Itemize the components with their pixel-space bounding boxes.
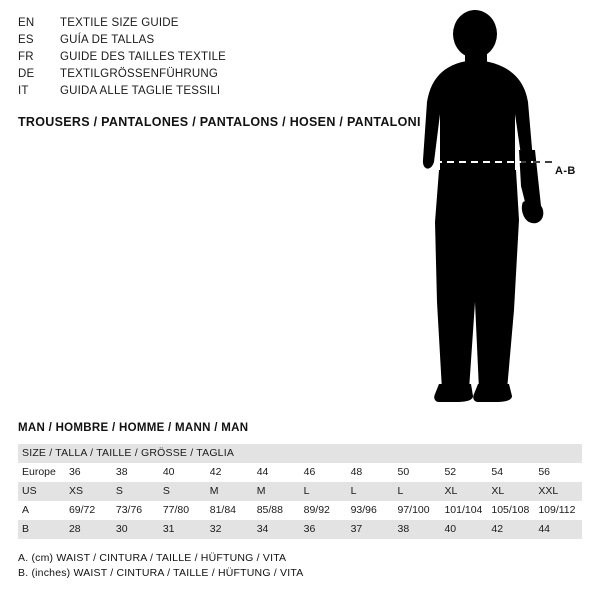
table-cell: 38 — [397, 523, 410, 535]
language-label: GUIDE DES TAILLES TEXTILE — [60, 51, 227, 63]
table-cell: 42 — [209, 466, 222, 478]
table-row — [18, 463, 582, 482]
table-cell: 85/88 — [256, 504, 283, 516]
table-cell: 69/72 — [68, 504, 96, 516]
language-row — [18, 67, 226, 84]
table-cell: 101/104 — [444, 504, 483, 516]
table-cell: 34 — [256, 523, 269, 535]
table-cell: 97/100 — [397, 504, 430, 516]
table-row — [18, 444, 582, 463]
table-cell: 81/84 — [209, 504, 237, 516]
table-row-label: US — [22, 485, 37, 497]
table-cell: 89/92 — [303, 504, 330, 516]
table-cell: 105/108 — [491, 504, 530, 516]
language-code: IT — [18, 85, 29, 97]
table-cell: 48 — [350, 466, 363, 478]
table-cell: 38 — [115, 466, 128, 478]
table-row-label: A — [22, 504, 30, 516]
table-cell: 46 — [303, 466, 316, 478]
table-cell: 77/80 — [162, 504, 190, 516]
language-code: ES — [18, 34, 34, 46]
language-list — [18, 16, 226, 101]
footnotes — [18, 551, 582, 581]
size-table — [18, 444, 582, 539]
table-cell: 32 — [209, 523, 222, 535]
table-cell: L — [350, 485, 357, 497]
language-label: TEXTILE SIZE GUIDE — [60, 17, 179, 29]
figure-illustration — [395, 10, 595, 410]
table-cell: XL — [491, 485, 505, 497]
table-cell: XS — [68, 485, 83, 497]
table-cell: 30 — [115, 523, 128, 535]
language-code: FR — [18, 51, 34, 63]
chart-section-title: MAN / HOMBRE / HOMME / MANN / MAN — [18, 422, 249, 434]
language-row — [18, 16, 226, 33]
table-cell: 37 — [350, 523, 363, 535]
table-row — [18, 482, 582, 501]
table-cell: L — [303, 485, 310, 497]
table-row-label: SIZE / TALLA / TAILLE / GRÖSSE / TAGLIA — [22, 447, 235, 459]
table-cell: 40 — [444, 523, 457, 535]
table-cell: XL — [444, 485, 458, 497]
table-cell: M — [256, 485, 266, 497]
table-cell: 44 — [538, 523, 550, 535]
table-cell: 44 — [256, 466, 269, 478]
table-cell: 40 — [162, 466, 175, 478]
language-row — [18, 50, 226, 67]
table-cell: 31 — [162, 523, 175, 535]
table-cell: 28 — [68, 523, 81, 535]
language-row — [18, 84, 226, 101]
measurement-label-ab: A-B — [555, 165, 576, 177]
table-cell: 109/112 — [538, 504, 576, 516]
table-cell: XXL — [538, 485, 559, 497]
table-cell: 36 — [303, 523, 316, 535]
size-chart-block — [18, 422, 582, 581]
garment-title: TROUSERS / PANTALONES / PANTALONS / HOSEN / PANTALONI — [18, 115, 421, 129]
table-cell: S — [115, 485, 123, 497]
table-cell: M — [209, 485, 219, 497]
table-cell: L — [397, 485, 404, 497]
table-cell: 50 — [397, 466, 410, 478]
table-cell: 36 — [68, 466, 81, 478]
table-row — [18, 501, 582, 520]
language-label: TEXTILGRÖSSENFÜHRUNG — [60, 68, 218, 80]
table-cell: 73/76 — [115, 504, 143, 516]
table-row — [18, 520, 582, 539]
man-silhouette-icon — [395, 10, 595, 410]
language-code: EN — [18, 17, 35, 29]
footnote-b: B. (inches) WAIST / CINTURA / TAILLE / HÜFTUNG / VITA — [18, 567, 304, 579]
table-cell: 56 — [538, 466, 550, 478]
table-cell: 93/96 — [350, 504, 377, 516]
table-cell: 52 — [444, 466, 457, 478]
table-row-label: B — [22, 523, 30, 535]
language-row — [18, 33, 226, 50]
language-code: DE — [18, 68, 35, 80]
table-row-label: Europe — [22, 466, 56, 478]
language-label: GUÍA DE TALLAS — [60, 34, 155, 46]
table-cell: 54 — [491, 466, 504, 478]
footnote-a: A. (cm) WAIST / CINTURA / TAILLE / HÜFTUNG / VITA — [18, 552, 287, 564]
language-label: GUIDA ALLE TAGLIE TESSILI — [60, 85, 221, 97]
table-cell: S — [162, 485, 170, 497]
table-cell: 42 — [491, 523, 504, 535]
